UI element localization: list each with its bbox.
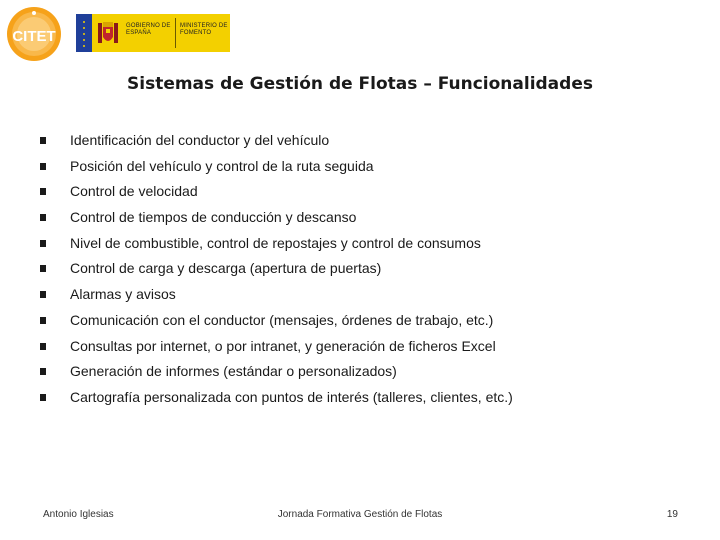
bullet-square-icon xyxy=(40,188,46,195)
list-item-text: Comunicación con el conductor (mensajes, órdenes de trabajo, etc.) xyxy=(70,311,494,328)
bullet-square-icon xyxy=(40,214,46,221)
list-item-text: Control de velocidad xyxy=(70,183,198,200)
bullet-square-icon xyxy=(40,394,46,401)
bullet-square-icon xyxy=(40,368,46,375)
footer-author: Antonio Iglesias xyxy=(43,509,114,520)
gov-text-line1: GOBIERNO DE ESPAÑA xyxy=(126,23,171,36)
footer-event: Jornada Formativa Gestión de Flotas xyxy=(277,509,443,520)
bullet-square-icon xyxy=(40,240,46,247)
gobierno-espana-logo xyxy=(76,14,230,52)
list-item-text: Cartografía personalizada con puntos de interés (talleres, clientes, etc.) xyxy=(70,388,513,405)
gov-text-line2: MINISTERIO DE FOMENTO xyxy=(180,23,228,36)
list-item-text: Control de tiempos de conducción y descanso xyxy=(70,209,357,226)
gov-divider xyxy=(175,18,176,48)
bullet-square-icon xyxy=(40,137,46,144)
list-item-text: Alarmas y avisos xyxy=(70,286,176,303)
bullet-square-icon xyxy=(40,163,46,170)
bullet-square-icon xyxy=(40,343,46,350)
list-item-text: Consultas por internet, o por intranet, y generación de ficheros Excel xyxy=(70,337,496,354)
bullet-square-icon xyxy=(40,265,46,272)
page-number: 19 xyxy=(666,509,678,520)
list-item-text: Identificación del conductor y del vehículo xyxy=(70,132,330,148)
bullet-square-icon xyxy=(40,291,46,298)
list-item-text: Nivel de combustible, control de repostajes y control de consumos xyxy=(70,234,481,251)
list-item-text: Control de carga y descarga (apertura de puertas) xyxy=(70,260,382,277)
eu-stars-icon xyxy=(76,14,92,52)
citet-logo xyxy=(4,6,64,62)
svg-text:CITET: CITET xyxy=(12,28,56,45)
list-item-text: Generación de informes (estándar o personalizados) xyxy=(70,363,397,380)
list-item-text: Posición del vehículo y control de la ruta seguida xyxy=(70,157,374,174)
coat-of-arms-icon xyxy=(96,19,120,47)
bullet-square-icon xyxy=(40,317,46,324)
slide-title: Sistemas de Gestión de Flotas – Funcionalidades xyxy=(127,74,593,94)
